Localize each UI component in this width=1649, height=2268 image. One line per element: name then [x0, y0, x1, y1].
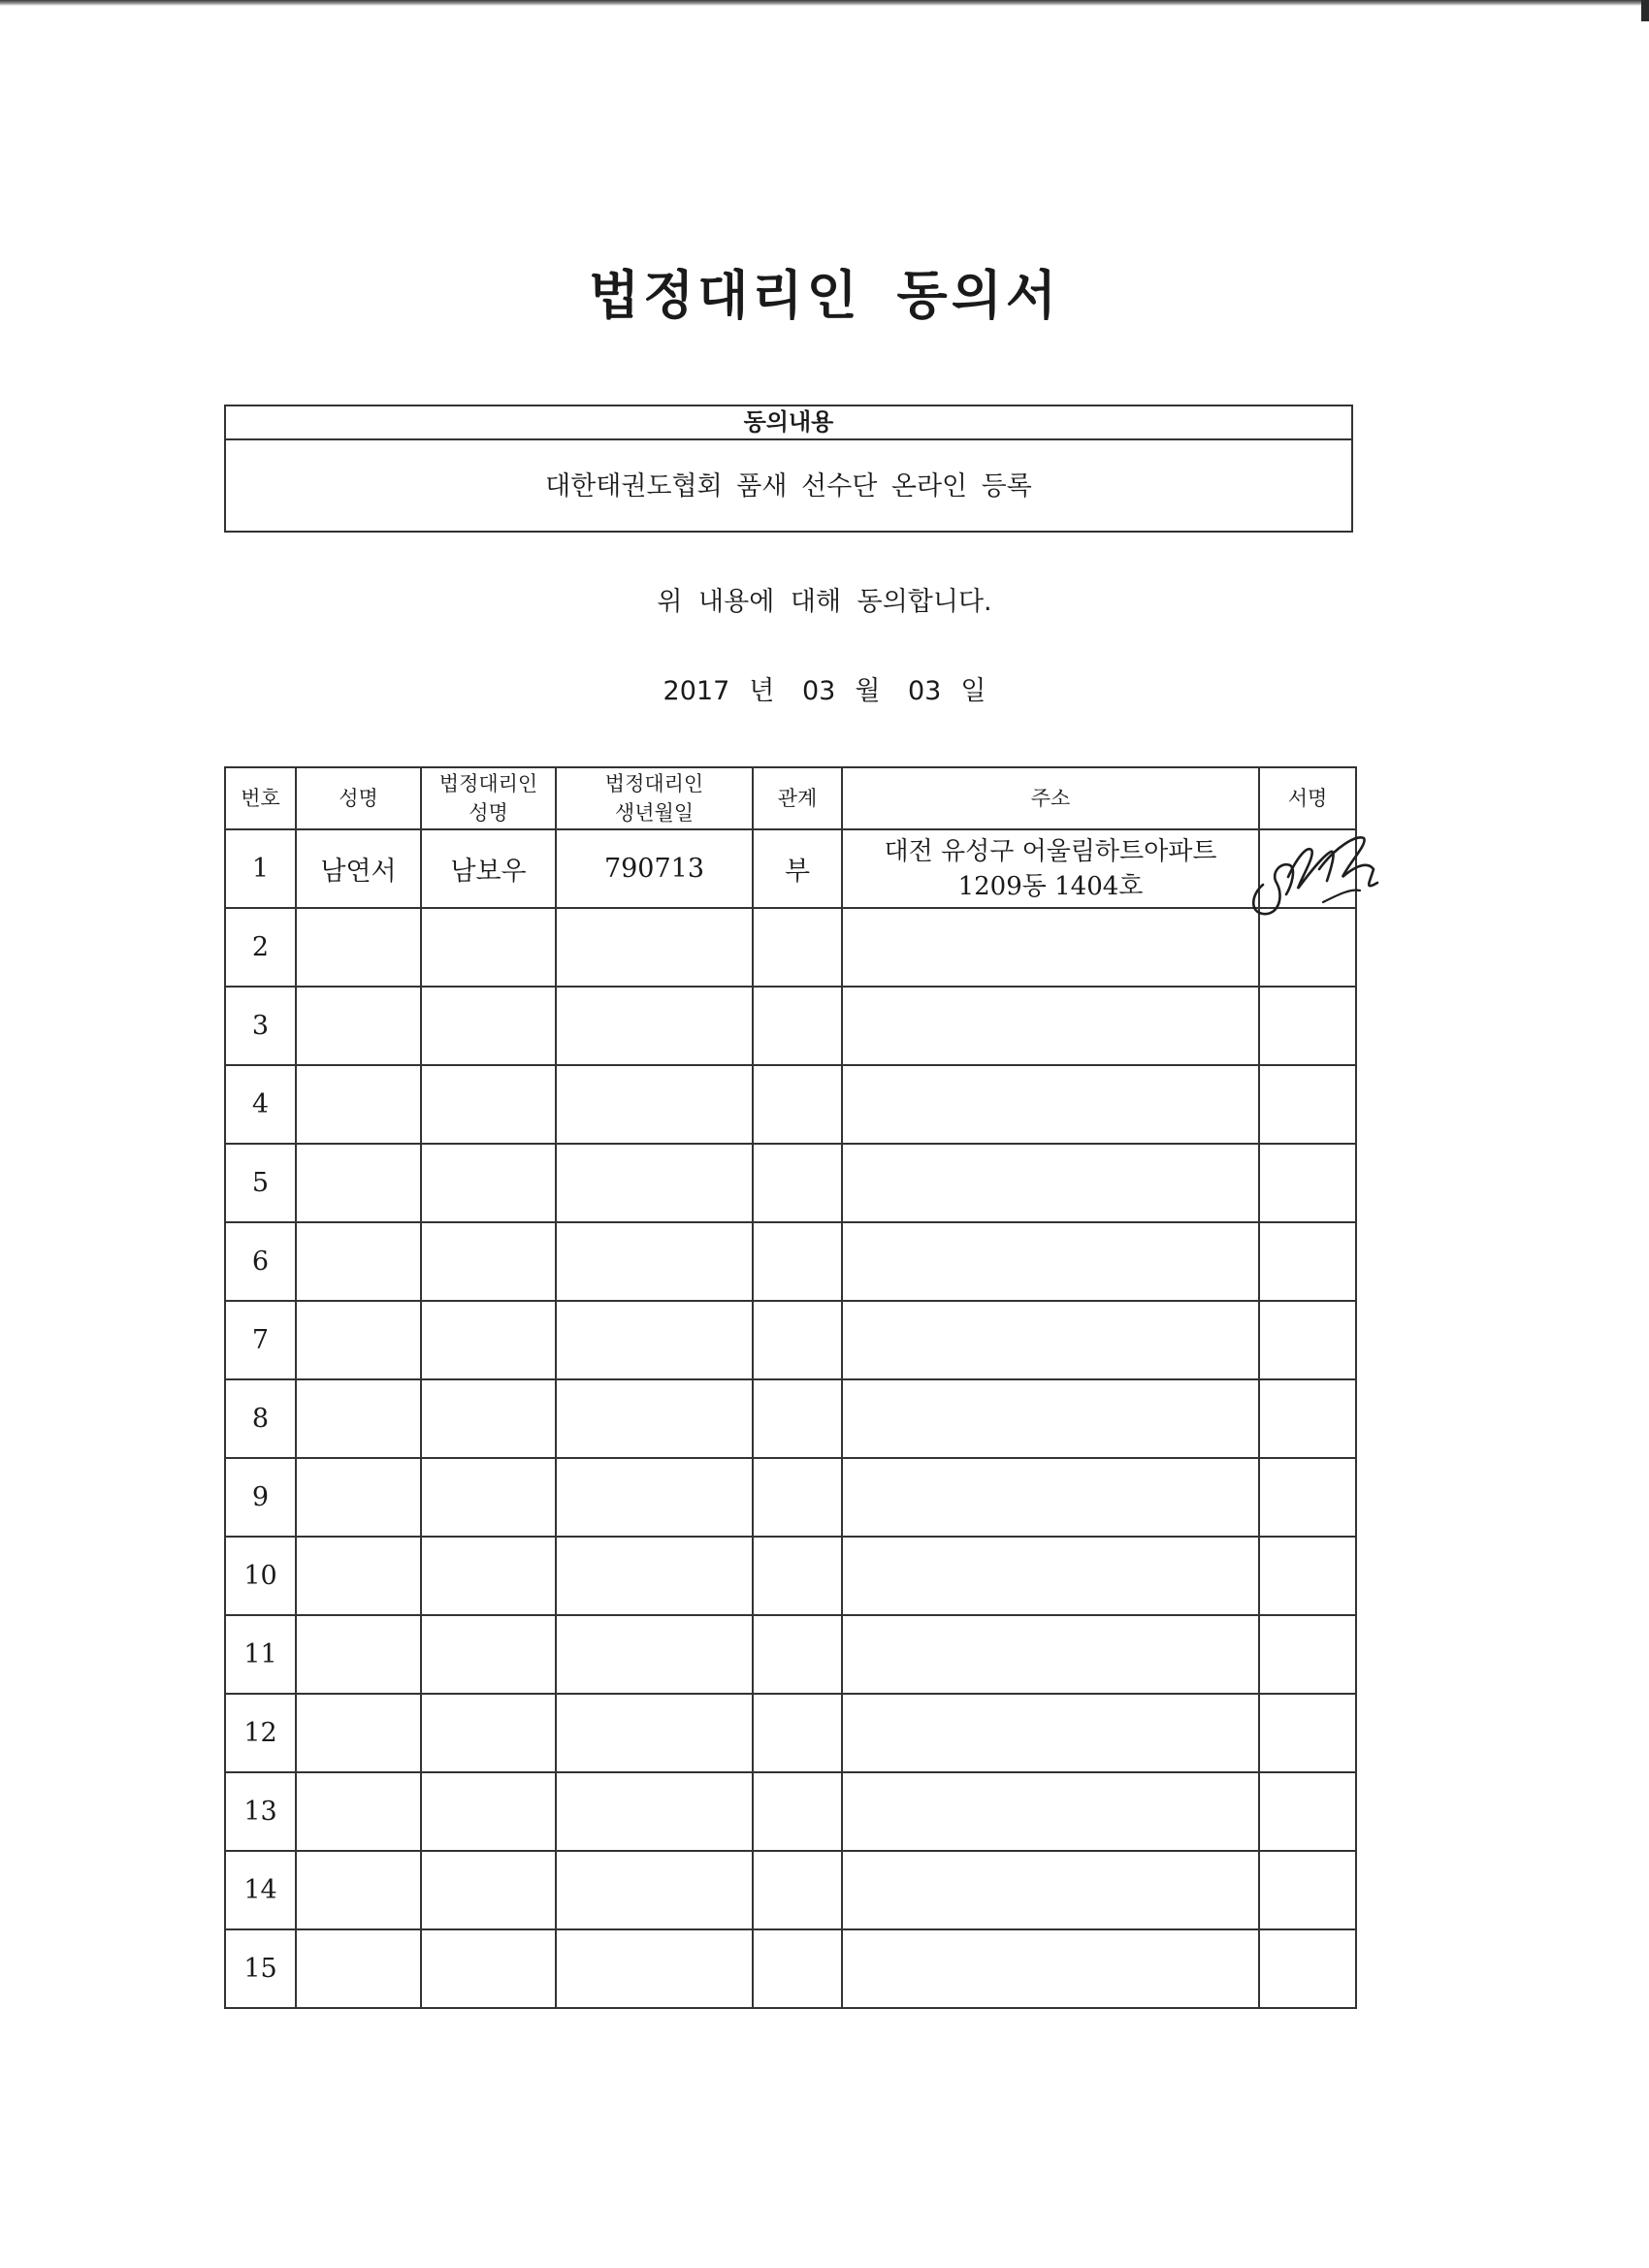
row-guardian-name: [421, 1929, 556, 2008]
row-name: [296, 1694, 421, 1772]
document-title: 법정대리인 동의서: [588, 265, 1061, 326]
row-address-line1: 대전 유성구 어울림하트아파트: [884, 836, 1217, 866]
row-guardian-name: [421, 1694, 556, 1772]
row-name: [296, 1615, 421, 1694]
row-guardian-name: [421, 1379, 556, 1458]
row-address: [842, 1379, 1259, 1458]
row-relation: [753, 1615, 842, 1694]
row-signature: [1259, 1929, 1356, 2008]
row-address: [842, 1222, 1259, 1301]
row-relation: [753, 1379, 842, 1458]
row-no: 11: [225, 1615, 296, 1694]
row-address: [842, 1929, 1259, 2008]
row-guardian-birth: [556, 1694, 753, 1772]
date-year: 2017: [663, 676, 730, 706]
row-guardian-birth: [556, 1772, 753, 1851]
row-signature: [1259, 1458, 1356, 1537]
header-relation: 관계: [753, 767, 842, 829]
date-year-unit: 년: [749, 676, 775, 706]
table-row: [225, 908, 1356, 987]
row-name: [296, 1851, 421, 1929]
row-name: [296, 1065, 421, 1144]
table-header-row: [225, 767, 1356, 829]
row-relation: [753, 1929, 842, 2008]
table-row: [225, 1537, 1356, 1615]
handwritten-signature-icon: [1242, 826, 1387, 923]
row-signature: [1259, 1694, 1356, 1772]
row-guardian-name: [421, 987, 556, 1065]
table-row: [225, 1772, 1356, 1851]
row-no: 1: [225, 829, 296, 908]
row-name: [296, 908, 421, 987]
agreement-statement: 위 내용에 대해 동의합니다.: [657, 587, 992, 617]
row-signature: [1259, 1379, 1356, 1458]
row-name: [296, 987, 421, 1065]
scan-edge-right: [1641, 0, 1649, 21]
row-guardian-name: [421, 1851, 556, 1929]
row-relation: 부: [753, 829, 842, 908]
row-guardian-name: 남보우: [421, 829, 556, 908]
table-row: [225, 829, 1356, 908]
table-row: [225, 1379, 1356, 1458]
row-no: 4: [225, 1065, 296, 1144]
row-address: [842, 1772, 1259, 1851]
row-relation: [753, 908, 842, 987]
consent-header: 동의내용: [226, 406, 1351, 440]
row-signature: [1259, 1222, 1356, 1301]
row-address: [842, 1458, 1259, 1537]
row-name: [296, 1379, 421, 1458]
row-guardian-birth: [556, 1929, 753, 2008]
row-guardian-name: [421, 1772, 556, 1851]
row-relation: [753, 1772, 842, 1851]
row-guardian-name: [421, 1458, 556, 1537]
row-guardian-birth: [556, 1615, 753, 1694]
row-guardian-birth: [556, 1144, 753, 1222]
table-row: [225, 1144, 1356, 1222]
table-row: [225, 987, 1356, 1065]
row-signature: [1259, 1144, 1356, 1222]
scan-edge-top: [0, 0, 1649, 6]
row-no: 13: [225, 1772, 296, 1851]
date-month-unit: 월: [855, 676, 881, 706]
table-row: [225, 1458, 1356, 1537]
row-no: 6: [225, 1222, 296, 1301]
row-guardian-birth: [556, 1301, 753, 1379]
header-guardian-name-line1: 법정대리인: [438, 772, 538, 795]
row-relation: [753, 1222, 842, 1301]
row-address: [842, 1851, 1259, 1929]
row-guardian-birth: [556, 1379, 753, 1458]
row-address-line2: 1209동 1404호: [957, 871, 1144, 901]
row-name: [296, 1301, 421, 1379]
table-row: [225, 1851, 1356, 1929]
row-guardian-birth: [556, 1537, 753, 1615]
row-relation: [753, 987, 842, 1065]
header-guardian-birth: [556, 767, 753, 829]
row-name: [296, 1458, 421, 1537]
row-address: [842, 1694, 1259, 1772]
row-guardian-birth: [556, 1851, 753, 1929]
row-address: [842, 1144, 1259, 1222]
header-name: 성명: [296, 767, 421, 829]
row-address: [842, 908, 1259, 987]
row-signature: [1259, 1537, 1356, 1615]
table-row: [225, 1301, 1356, 1379]
row-relation: [753, 1458, 842, 1537]
row-no: 9: [225, 1458, 296, 1537]
row-guardian-name: [421, 1301, 556, 1379]
table-row: [225, 1065, 1356, 1144]
row-relation: [753, 1537, 842, 1615]
row-no: 15: [225, 1929, 296, 2008]
header-address: 주소: [842, 767, 1259, 829]
consent-box: [224, 405, 1353, 533]
header-guardian-name-line2: 성명: [469, 801, 508, 825]
row-address: [842, 1065, 1259, 1144]
row-guardian-birth: [556, 1458, 753, 1537]
row-no: 5: [225, 1144, 296, 1222]
date-day-unit: 일: [960, 676, 986, 706]
row-relation: [753, 1144, 842, 1222]
row-no: 10: [225, 1537, 296, 1615]
row-guardian-birth: [556, 908, 753, 987]
row-address: [842, 1301, 1259, 1379]
row-relation: [753, 1065, 842, 1144]
row-name: [296, 1772, 421, 1851]
row-relation: [753, 1301, 842, 1379]
table-row: [225, 1929, 1356, 2008]
header-no: 번호: [225, 767, 296, 829]
header-signature: 서명: [1259, 767, 1356, 829]
row-guardian-name: [421, 1065, 556, 1144]
row-address: [842, 829, 1259, 908]
row-guardian-name: [421, 1537, 556, 1615]
date-line: [0, 669, 1649, 707]
row-no: 7: [225, 1301, 296, 1379]
date-day: 03: [908, 676, 942, 706]
row-no: 12: [225, 1694, 296, 1772]
row-no: 3: [225, 987, 296, 1065]
row-name: [296, 1144, 421, 1222]
row-signature: [1259, 987, 1356, 1065]
row-guardian-name: [421, 1615, 556, 1694]
row-no: 2: [225, 908, 296, 987]
row-name: 남연서: [296, 829, 421, 908]
row-no: 8: [225, 1379, 296, 1458]
header-guardian-name: [421, 767, 556, 829]
guardian-table: [224, 766, 1357, 2009]
row-address: [842, 1537, 1259, 1615]
row-guardian-name: [421, 1222, 556, 1301]
header-guardian-birth-line2: 생년월일: [614, 801, 695, 825]
row-signature: [1259, 1615, 1356, 1694]
row-name: [296, 1929, 421, 2008]
row-signature: [1259, 1301, 1356, 1379]
row-signature: [1259, 1851, 1356, 1929]
row-guardian-birth: [556, 1065, 753, 1144]
row-guardian-birth: [556, 987, 753, 1065]
row-guardian-name: [421, 908, 556, 987]
table-row: [225, 1615, 1356, 1694]
row-address: [842, 987, 1259, 1065]
row-guardian-name: [421, 1144, 556, 1222]
row-signature: [1259, 1772, 1356, 1851]
row-address: [842, 1615, 1259, 1694]
row-relation: [753, 1851, 842, 1929]
row-name: [296, 1537, 421, 1615]
header-guardian-birth-line1: 법정대리인: [604, 772, 704, 795]
row-no: 14: [225, 1851, 296, 1929]
consent-content: 대한태권도협회 품새 선수단 온라인 등록: [545, 471, 1032, 502]
row-signature: [1259, 1065, 1356, 1144]
row-guardian-birth: 790713: [556, 829, 753, 908]
table-row: [225, 1694, 1356, 1772]
date-month: 03: [801, 676, 836, 706]
row-name: [296, 1222, 421, 1301]
row-relation: [753, 1694, 842, 1772]
table-row: [225, 1222, 1356, 1301]
row-guardian-birth: [556, 1222, 753, 1301]
